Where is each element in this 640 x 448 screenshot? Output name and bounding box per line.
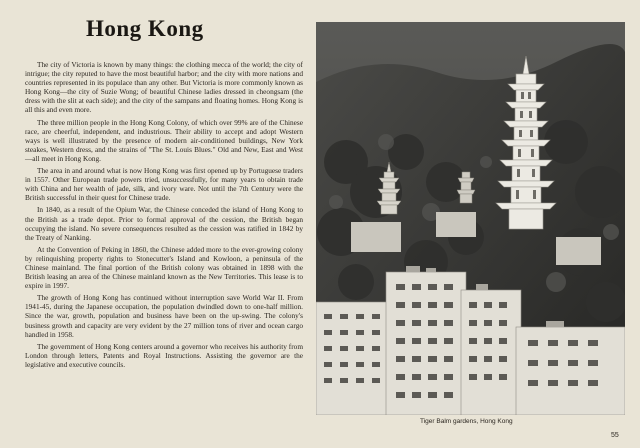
photo-caption: Tiger Balm gardens, Hong Kong <box>420 418 513 425</box>
paragraph: At the Convention of Peking in 1860, the Chinese added more to the ever-growing colony by relinquishing property rights to Stonecutter's Island and Kowloon, a peninsula of the Chinese mainland. The final portion of the British colony was obtained in 1898 with the British leasing an area of the Chinese mainland known as the New Territories. This lease is to expire in 1997. <box>25 244 303 291</box>
article-text <box>25 60 303 372</box>
pagoda-photo <box>316 22 625 415</box>
paragraph: The government of Hong Kong centers around a governor who receives his authority from London through letters, Patents and Royal Instructions. Assisting the governor are the legislative and executive councils. <box>25 341 303 369</box>
page-title: Hong Kong <box>86 16 204 41</box>
page-number: 55 <box>611 432 619 439</box>
paragraph: The area in and around what is now Hong Kong was first opened up by Portuguese traders in 1557. Other European trade powers tried, unsuccessfully, for many years to obtain trade with China and her wealth of jade, silk, and ivory ware. Not until the 7th Century were the British successful in their quest for Chinese trade. <box>25 166 303 203</box>
paragraph: The three million people in the Hong Kong Colony, of which over 99% are of the Chinese race, are cheerful, independent, and industrious. Their ability to accept and adopt Western ways is well illustrated by the presence of modern air-conditioned buildings, New York steakes, Western dress, and the strains of "The St. Louis Blues." Old and New, East and West—all meet in Hong Kong. <box>25 117 303 163</box>
paragraph: The city of Victoria is known by many things: the clothing mecca of the world; the city of intrigue; the city reputed to have the most beautiful harbor; and the city with more nations and countries represented in its populace than any other. But Victoria is more commonly known as Hong Kong—the city of Suzie Wong; of beautiful Chinese ladies dressed in cheongsam (the dress with the slit at each side); and the city of the sampans and floating homes. Hong Kong is all this and even more. <box>25 60 303 115</box>
paragraph: The growth of Hong Kong has continued without interruption save World War II. From 1941-45, during the Japanese occupation, the population dwindled down to one-half million. Since the war, growth, population and business have been on the up-swing. The colony's business growth and capacity are very evident by the 27 million tons of river and ocean cargo handled in 1958. <box>25 293 303 339</box>
pagoda-photo-illustration <box>316 22 625 415</box>
paragraph: In 1840, as a result of the Opium War, the Chinese conceded the island of Hong Kong to the British as a trade depot. Prior to formal approval of the cession, the British began occupying the island. No severe consequences resulted as the cession was ratified in 1842 by the Treaty of Nanking. <box>25 205 303 242</box>
